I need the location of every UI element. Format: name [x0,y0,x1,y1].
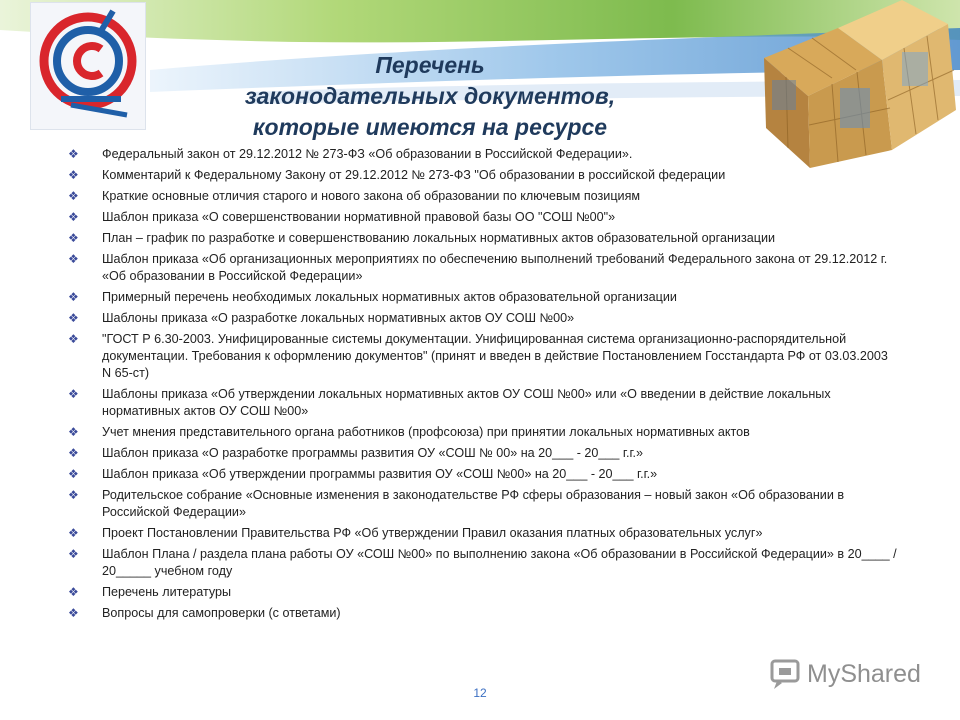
title-line: которые имеются на ресурсе [252,114,608,140]
emblem-logo-icon [31,3,145,129]
list-item [60,466,900,483]
photo-cube-icon [752,0,960,170]
list-item-text: Шаблон приказа «О разработке программы развития ОУ «СОШ № 00» на 20___ - 20___ г.г.» [102,446,644,460]
diamond-bullet-icon: ❖ [68,606,79,620]
diamond-bullet-icon: ❖ [68,332,79,346]
diamond-bullet-icon: ❖ [68,231,79,245]
list-item [60,424,900,441]
diamond-bullet-icon: ❖ [68,189,79,203]
list-item [60,525,900,542]
diamond-bullet-icon: ❖ [68,210,79,224]
list-item-text: Шаблон Плана / раздела плана работы ОУ «СОШ №00» по выполнению закона «Об образовании в Российской Федерации» в 20____ / 20_____ учебном году [102,547,901,578]
logo [30,2,146,130]
list-item-text: Федеральный закон от 29.12.2012 № 273-ФЗ «Об образовании в Российской Федерации». [102,147,633,161]
diamond-bullet-icon: ❖ [68,252,79,266]
list-item-text: Перечень литературы [102,585,232,599]
list-item [60,584,900,601]
list-item-text: Проект Постановлении Правительства РФ «Об утверждении Правил оказания платных образовательных услуг» [102,526,763,540]
list-item-text: Родительское собрание «Основные изменения в законодательстве РФ сферы образования – новый закон «Об образовании в Российской Федерации» [102,488,848,519]
list-item-text: Шаблоны приказа «Об утверждении локальных нормативных актов ОУ СОШ №00» или «О введении в действие локальных нормативных актов ОУ СОШ №00» [102,387,835,418]
title-line: Перечень [375,52,485,78]
list-item-text: Вопросы для самопроверки (с ответами) [102,606,341,620]
diamond-bullet-icon: ❖ [68,147,79,161]
list-item [60,605,900,622]
diamond-bullet-icon: ❖ [68,168,79,182]
list-item [60,146,900,163]
list-item [60,251,900,285]
diamond-bullet-icon: ❖ [68,547,79,561]
list-item-text: Краткие основные отличия старого и нового закона об образовании по ключевым позициям [102,189,641,203]
list-item [60,230,900,247]
title-line: законодательных документов, [244,83,616,109]
watermark [768,656,938,692]
list-item-text: Учет мнения представительного органа работников (профсоюза) при принятии локальных нормативных актов [102,425,750,439]
diamond-bullet-icon: ❖ [68,290,79,304]
diamond-bullet-icon: ❖ [68,467,79,481]
list-item [60,188,900,205]
list-item-text: Шаблоны приказа «О разработке локальных нормативных актов ОУ СОШ №00» [102,311,575,325]
list-item-text: План – график по разработке и совершенствованию локальных нормативных актов образовательной организации [102,231,776,245]
document-list [60,146,900,626]
list-item [60,445,900,462]
slide-title [150,50,710,143]
list-item [60,331,900,382]
list-item-text: Примерный перечень необходимых локальных нормативных актов образовательной организации [102,290,677,304]
list-item-text: Шаблон приказа «О совершенствовании нормативной правовой базы ОО "СОШ №00"» [102,210,616,224]
list-item [60,487,900,521]
list-item [60,167,900,184]
diamond-bullet-icon: ❖ [68,387,79,401]
myshared-logo-icon [768,657,802,691]
diamond-bullet-icon: ❖ [68,446,79,460]
list-item-text: Шаблон приказа «Об организационных мероприятиях по обеспечению выполнений требований Федерального закона от 29.12.2012 г. «Об образовании в Российской Федерации» [102,252,891,283]
diamond-bullet-icon: ❖ [68,488,79,502]
list-item-text: Комментарий к Федеральному Закону от 29.12.2012 № 273-ФЗ "Об образовании в российской федерации [102,168,726,182]
list-item-text: "ГОСТ Р 6.30-2003. Унифицированные системы документации. Унифицированная система организационно-распорядительной документации. Требования к оформлению документов" (принят и введен в действие Постановлением Госстандарта РФ от 03.03.2003 N 65-ст) [102,332,892,380]
list-item [60,289,900,306]
list-item [60,386,900,420]
diamond-bullet-icon: ❖ [68,425,79,439]
watermark-text: MyShared [807,659,921,688]
page-number: 12 [473,686,487,700]
diamond-bullet-icon: ❖ [68,311,79,325]
list-item [60,310,900,327]
diamond-bullet-icon: ❖ [68,526,79,540]
list-item [60,209,900,226]
diamond-bullet-icon: ❖ [68,585,79,599]
list-item [60,546,900,580]
list-item-text: Шаблон приказа «Об утверждении программы развития ОУ «СОШ №00» на 20___ - 20___ г.г.» [102,467,658,481]
